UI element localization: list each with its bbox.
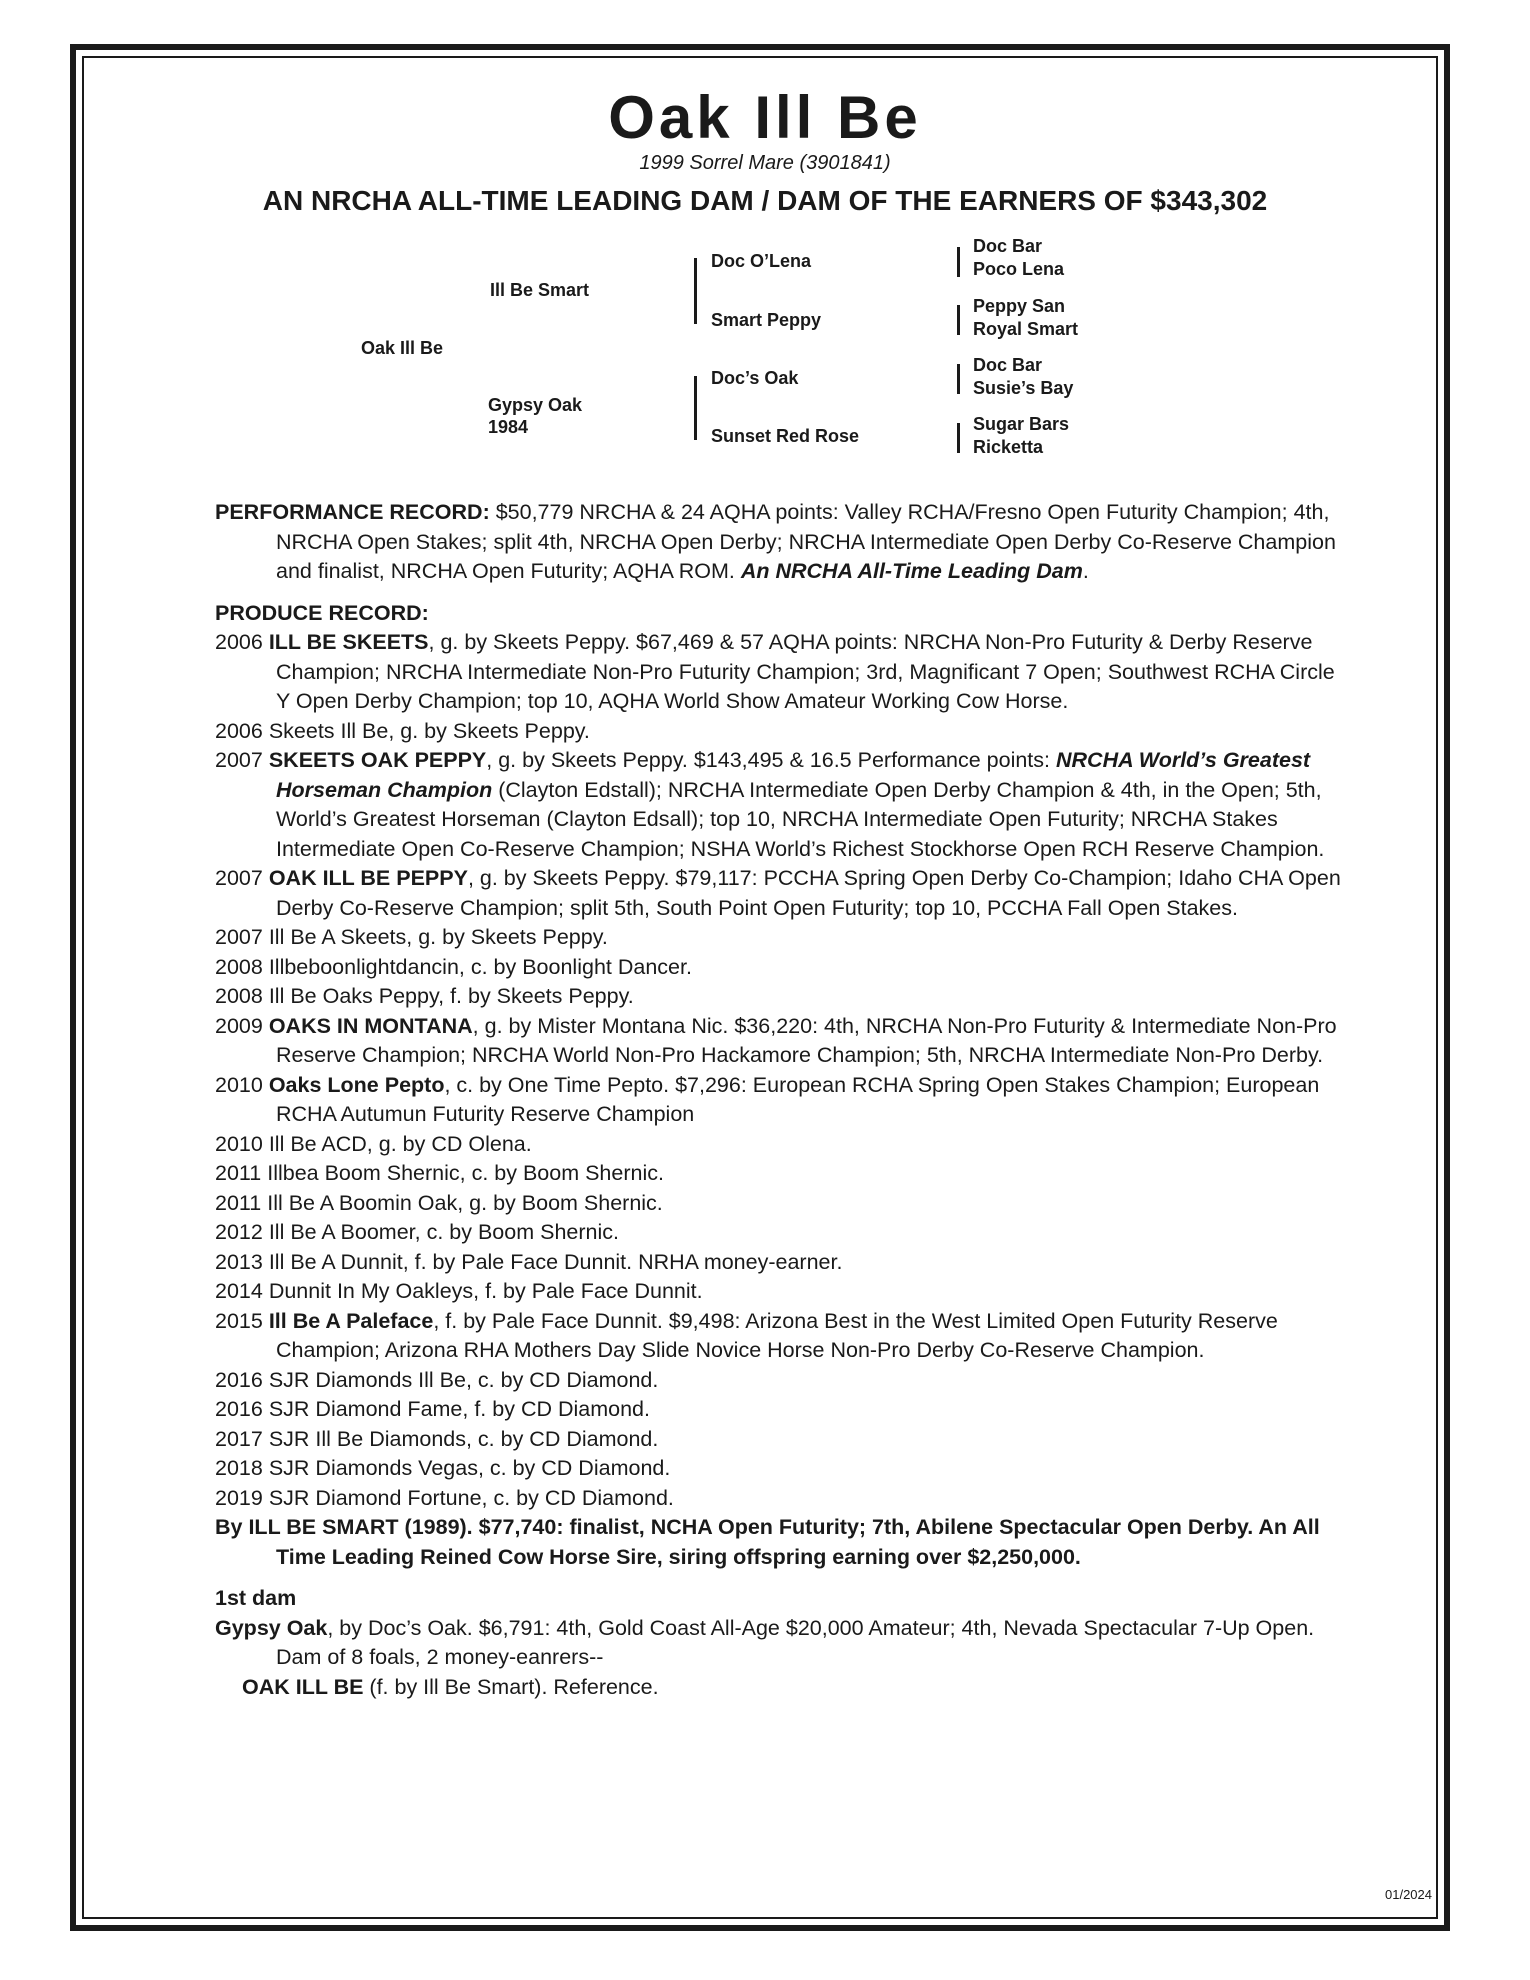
produce-details: SJR Diamonds Ill Be, c. by CD Diamond. (268, 1367, 659, 1392)
produce-details: , f. by Pale Face Dunnit. $9,498: Arizona Best in the West Limited Open Futurity Reserve Champion; Arizona RHA Mothers Day Slide Novice Horse Non-Pro Derby Co-Reserve Champion. (276, 1308, 1278, 1362)
performance-emphasis: An NRCHA All-Time Leading Dam (740, 559, 1083, 583)
produce-year: 2007 (215, 748, 263, 772)
produce-emphasis: NRCHA World’s Greatest Horseman Champion (276, 748, 1311, 802)
pedigree-bracket-g3 (957, 364, 960, 394)
pedigree-g1: Doc Bar (973, 236, 1043, 256)
produce-list (215, 628, 1345, 1513)
produce-entry (215, 864, 1345, 923)
produce-details: Ill Be Oaks Peppy, f. by Skeets Peppy. (268, 984, 634, 1008)
headline-banner: AN NRCHA ALL-TIME LEADING DAM / DAM OF THE EARNERS OF $343,302 (262, 185, 1268, 216)
pedigree-bracket-g1 (957, 247, 960, 277)
produce-details: , g. by Mister Montana Nic. $36,220: 4th, NRCHA Non-Pro Futurity & Intermediate Non-Pro Reserve Champion; NRCHA World Non-Pro Hackamore Champion; 5th, NRCHA Intermediate Non-Pro Derby. (276, 1013, 1337, 1067)
produce-details: Ill Be A Boomin Oak, g. by Boom Shernic. (267, 1190, 663, 1215)
produce-details: SJR Diamonds Vegas, c. by CD Diamond. (268, 1456, 671, 1480)
pedigree-g3: Peppy San (973, 296, 1066, 316)
produce-year: 2013 (215, 1249, 263, 1274)
produce-entry (215, 1130, 1345, 1160)
produce-entry (215, 982, 1345, 1012)
pedigree-g6: Susie’s Bay (973, 378, 1074, 398)
produce-details: SJR Diamond Fortune, c. by CD Diamond. (268, 1485, 674, 1510)
produce-year: 2009 (215, 1013, 263, 1038)
produce-entry (215, 1395, 1345, 1425)
pedigree-g8: Ricketta (973, 437, 1044, 457)
produce-details: Illbea Boom Shernic, c. by Boom Shernic. (267, 1161, 664, 1185)
pedigree-bracket-dam (694, 376, 697, 440)
pedigree-g7: Sugar Bars (973, 414, 1070, 434)
produce-year: 2012 (215, 1220, 263, 1244)
produce-year: 2008 (215, 954, 263, 979)
pedigree-dam-dam: Sunset Red Rose (711, 426, 860, 446)
first-dam-reference (215, 1673, 1345, 1703)
produce-details-continued: (Clayton Edstall); NRCHA Intermediate Open Derby Champion & 4th, in the Open; 5th, World’s Greatest Horseman (Clayton Edsall); top 10, NRCHA Intermediate Open Futurity; NRCHA Stakes Intermediate Open Co-Reserve Champion; NSHA World’s Richest Stockhorse Open RCH Reserve Champion. (276, 777, 1325, 861)
pedigree-horse: Oak Ill Be (361, 338, 444, 358)
produce-entry (215, 1307, 1345, 1366)
produce-details: Ill Be A Skeets, g. by Skeets Peppy. (268, 925, 608, 949)
produce-entry (215, 628, 1345, 717)
performance-label: PERFORMANCE RECORD: (215, 500, 490, 524)
record-body (215, 498, 1345, 1702)
produce-details: Ill Be A Boomer, c. by Boom Shernic. (268, 1220, 619, 1244)
pedigree-sire-dam: Smart Peppy (711, 310, 822, 330)
produce-year: 2018 (215, 1456, 263, 1480)
produce-entry (215, 1484, 1345, 1514)
produce-details: Illbeboonlightdancin, c. by Boonlight Dancer. (268, 954, 692, 979)
produce-year: 2019 (215, 1485, 263, 1510)
pedigree-g5: Doc Bar (973, 355, 1043, 375)
pedigree-bracket-g2 (957, 305, 960, 335)
produce-horse-name: Ill Be A Paleface (268, 1308, 434, 1333)
produce-year: 2010 (215, 1131, 263, 1156)
pedigree-sire: Ill Be Smart (490, 280, 590, 300)
produce-entry (215, 1454, 1345, 1484)
footer-date-code: 01/2024 (1385, 1887, 1432, 1902)
produce-entry (215, 1425, 1345, 1455)
produce-horse-name: Oaks Lone Pepto (268, 1072, 445, 1097)
produce-record-heading: PRODUCE RECORD: (215, 600, 429, 625)
produce-year: 2016 (215, 1367, 263, 1392)
produce-details: Ill Be A Dunnit, f. by Pale Face Dunnit. NRHA money-earner. (268, 1249, 843, 1274)
produce-entry (215, 1012, 1345, 1071)
first-dam-name: Gypsy Oak (215, 1615, 328, 1640)
produce-year: 2008 (215, 984, 263, 1008)
produce-details: SJR Ill Be Diamonds, c. by CD Diamond. (268, 1426, 659, 1451)
produce-year: 2014 (215, 1279, 263, 1303)
pedigree-g4: Royal Smart (973, 319, 1079, 339)
produce-year: 2015 (215, 1308, 263, 1333)
produce-details: Ill Be ACD, g. by CD Olena. (268, 1131, 532, 1156)
produce-entry (215, 1366, 1345, 1396)
produce-year: 2007 (215, 866, 263, 890)
pedigree-g2: Poco Lena (973, 259, 1065, 279)
produce-details: , g. by Skeets Peppy. $79,117: PCCHA Spring Open Derby Co-Champion; Idaho CHA Open Derby Co-Reserve Champion; split 5th, South Point Open Futurity; top 10, PCCHA Fall Open Stakes. (276, 866, 1341, 920)
horse-name-title: Oak Ill Be (608, 84, 922, 151)
produce-entry (215, 923, 1345, 953)
produce-entry (215, 953, 1345, 983)
produce-details: , g. by Skeets Peppy. $67,469 & 57 AQHA points: NRCHA Non-Pro Futurity & Derby Reserve Champion; NRCHA Intermediate Non-Pro Futurity Champion; 3rd, Magnificant 7 Open; Southwest RCHA Circle Y Open Derby Champion; top 10, AQHA World Show Amateur Working Cow Horse. (276, 630, 1335, 713)
produce-entry (215, 746, 1345, 864)
produce-entry (215, 1248, 1345, 1278)
pedigree-dam: Gypsy Oak (488, 395, 583, 415)
produce-entry (215, 1189, 1345, 1219)
produce-entry (215, 717, 1345, 747)
pedigree-bracket-g4 (957, 423, 960, 453)
first-dam-entry (215, 1614, 1345, 1673)
produce-entry (215, 1277, 1345, 1307)
produce-details: Skeets Ill Be, g. by Skeets Peppy. (268, 718, 590, 743)
produce-details: , c. by One Time Pepto. $7,296: European RCHA Spring Open Stakes Champion; European RCHA Autumun Futurity Reserve Champion (276, 1072, 1320, 1126)
produce-year: 2010 (215, 1072, 263, 1097)
pedigree-bracket-sire (694, 258, 697, 324)
produce-horse-name: OAKS IN MONTANA (268, 1013, 473, 1038)
produce-year: 2011 (215, 1190, 262, 1215)
produce-details: SJR Diamond Fame, f. by CD Diamond. (268, 1397, 650, 1421)
first-dam-text: , by Doc’s Oak. $6,791: 4th, Gold Coast All-Age $20,000 Amateur; 4th, Nevada Spectacular 7-Up Open. Dam of 8 foals, 2 money-eanrers-- (276, 1615, 1315, 1669)
produce-horse-name: ILL BE SKEETS (268, 630, 429, 654)
produce-details: , g. by Skeets Peppy. $143,495 & 16.5 Performance points: (486, 748, 1056, 772)
produce-year: 2006 (215, 630, 263, 654)
produce-entry (215, 1218, 1345, 1248)
pedigree-dam-sire: Doc’s Oak (711, 368, 799, 388)
sire-note: By ILL BE SMART (1989). $77,740: finalist, NCHA Open Futurity; 7th, Abilene Spectacular Open Derby. An All Time Leading Reined Cow Horse Sire, siring offspring earning over $2,250,000. (215, 1515, 1320, 1569)
performance-text: $50,779 NRCHA & 24 AQHA points: Valley RCHA/Fresno Open Futurity Champion; 4th, NRCHA Open Stakes; split 4th, NRCHA Open Derby; NRCHA Intermediate Open Derby Co-Reserve Champion and finalist, NRCHA Open Futurity; AQHA ROM. (276, 500, 1336, 583)
reference-text: (f. by Ill Be Smart). Reference. (363, 1674, 659, 1699)
produce-year: 2006 (215, 718, 263, 743)
first-dam-heading: 1st dam (215, 1586, 297, 1610)
produce-entry (215, 1071, 1345, 1130)
produce-horse-name: OAK ILL BE PEPPY (268, 866, 468, 890)
produce-year: 2007 (215, 925, 263, 949)
produce-horse-name: SKEETS OAK PEPPY (268, 748, 487, 772)
horse-description: 1999 Sorrel Mare (3901841) (639, 152, 891, 174)
produce-year: 2016 (215, 1397, 263, 1421)
produce-year: 2017 (215, 1426, 263, 1451)
produce-entry (215, 1159, 1345, 1189)
pedigree-dam-year: 1984 (488, 417, 529, 437)
pedigree-sire-sire: Doc O’Lena (711, 251, 812, 271)
produce-year: 2011 (215, 1161, 262, 1185)
produce-details: Dunnit In My Oakleys, f. by Pale Face Dunnit. (268, 1279, 703, 1303)
reference-horse-name: OAK ILL BE (242, 1674, 364, 1699)
performance-record: PERFORMANCE RECORD: $50,779 NRCHA & 24 AQHA points: Valley RCHA/Fresno Open Futurity Champion; 4th, NRCHA Open Stakes; split 4th, NRCHA Open Derby; NRCHA Intermediate Open Derby Co-Reserve Champion and finalist, NRCHA Open Futurity; AQHA ROM. An NRCHA All-Time Leading Dam. (215, 500, 1336, 583)
